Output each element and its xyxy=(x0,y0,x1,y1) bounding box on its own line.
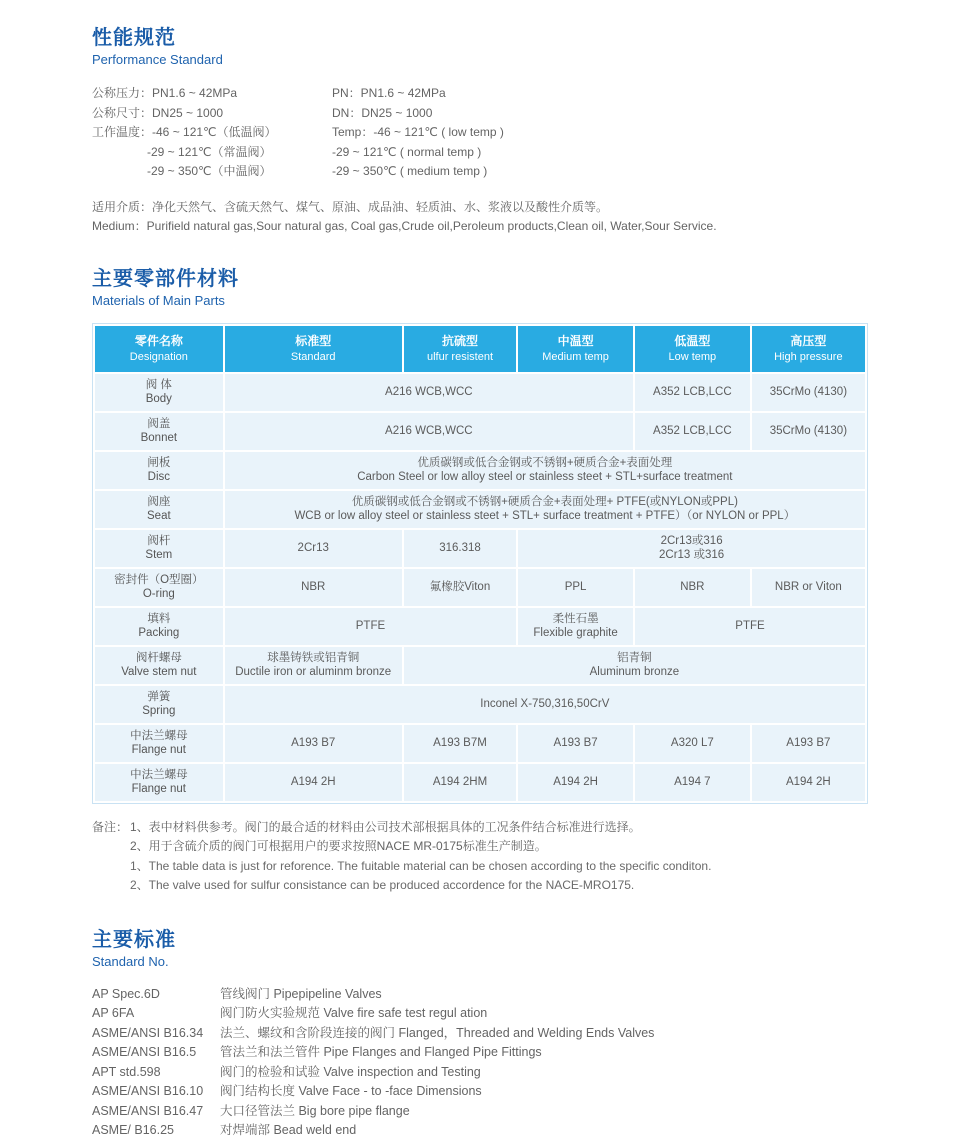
cell-line: Valve stem nut xyxy=(121,666,197,678)
cell-line: A193 B7 xyxy=(553,736,598,749)
standard-description: 阀门防火实验规范 Valve fire safe test regul ation xyxy=(220,1006,488,1020)
standard-code: APT std.598 xyxy=(92,1064,161,1079)
cell-line: Stem xyxy=(145,549,173,561)
cell-line: 弹簧 xyxy=(147,690,171,703)
standard-item xyxy=(92,985,868,1005)
part-name-cell xyxy=(95,764,223,801)
part-name-cell xyxy=(95,413,223,450)
materials-table-wrapper xyxy=(92,323,868,804)
cell-line: A193 B7 xyxy=(786,736,831,749)
table-row xyxy=(95,608,865,645)
spec-label: 公称压力： xyxy=(92,86,153,100)
standard-code: ASME/ANSI B16.10 xyxy=(92,1084,204,1098)
cell-line: A193 B7 xyxy=(291,736,336,749)
spec-line xyxy=(92,123,332,143)
cell-line: 316.318 xyxy=(439,541,481,554)
spec-line xyxy=(92,162,332,182)
material-cell xyxy=(404,764,516,801)
cell-line: Flange nut xyxy=(131,783,187,795)
spec-value: DN25 ~ 1000 xyxy=(361,105,433,120)
standard-description: 阀门的检验和试验 Valve inspection and Testing xyxy=(220,1064,481,1079)
medium-line-en: Medium：Purifield natural gas,Sour natural gas, Coal gas,Crude oil,Peroleum products,Clean oil, Water,Sour Service. xyxy=(92,219,717,233)
note-line xyxy=(92,818,868,838)
standard-item xyxy=(92,1024,868,1044)
note-label: 备注： xyxy=(92,819,129,834)
spec-value: -46 ~ 121℃ ( low temp ) xyxy=(373,125,504,139)
header-label-en: ulfur resistent xyxy=(426,350,493,363)
cell-line: A194 2HM xyxy=(432,775,488,788)
material-cell xyxy=(635,569,750,606)
standards-title-en: Standard No. xyxy=(92,953,169,969)
cell-line: 2Cr13 或316 xyxy=(659,549,725,561)
material-cell xyxy=(752,725,865,762)
cell-line: 阀座 xyxy=(147,495,171,508)
standard-code: ASME/ANSI B16.34 xyxy=(92,1025,204,1040)
spec-label: 工作温度： xyxy=(92,125,153,139)
cell-line: A352 LCB,LCC xyxy=(653,424,732,437)
spec-value: -29 ~ 121℃（常温阀） xyxy=(147,144,272,159)
standards-list xyxy=(92,985,868,1141)
part-name-cell xyxy=(95,491,223,528)
standard-item xyxy=(92,1063,868,1083)
section-performance-standard xyxy=(92,26,868,237)
spec-value: -29 ~ 350℃ ( medium temp ) xyxy=(332,164,488,178)
spec-label: 公称尺寸： xyxy=(92,105,153,120)
table-header-cell xyxy=(752,326,865,372)
header-label-en: Designation xyxy=(129,350,188,363)
cell-line: 阀杆 xyxy=(147,534,171,547)
material-cell xyxy=(225,413,633,450)
material-cell xyxy=(225,452,865,489)
header-label-zh: 零件名称 xyxy=(134,333,183,348)
spec-line xyxy=(332,104,868,124)
table-notes xyxy=(92,818,868,896)
header-label-en: Standard xyxy=(290,350,336,363)
material-cell xyxy=(404,569,516,606)
material-cell xyxy=(752,764,865,801)
table-header-cell xyxy=(225,326,402,372)
note-label xyxy=(92,837,130,857)
cell-line: 铝青铜 xyxy=(617,651,652,664)
table-header-cell xyxy=(404,326,516,372)
standard-item xyxy=(92,1004,868,1024)
cell-line: A216 WCB,WCC xyxy=(385,385,473,398)
part-name-cell xyxy=(95,647,223,684)
spec-value: -29 ~ 121℃ ( normal temp ) xyxy=(332,144,482,159)
table-row xyxy=(95,374,865,411)
cell-line: NBR xyxy=(301,580,326,593)
materials-title-zh: 主要零部件材料 xyxy=(92,267,239,290)
cell-line: 闸板 xyxy=(147,456,171,469)
cell-line: Seat xyxy=(147,510,171,522)
standard-description: 对焊端部 Bead weld end xyxy=(220,1123,357,1137)
note-text: 2、用于含硫介质的阀门可根据用户的要求按照NACE MR-0175标准生产制造。 xyxy=(130,839,547,853)
materials-table xyxy=(93,324,867,803)
material-cell xyxy=(518,608,633,645)
material-cell xyxy=(225,530,402,567)
standard-code: AP Spec.6D xyxy=(92,986,160,1001)
material-cell xyxy=(518,764,633,801)
spec-value: DN25 ~ 1000 xyxy=(152,105,224,120)
part-name-cell xyxy=(95,686,223,723)
specs-column-chinese xyxy=(92,84,332,182)
cell-line: 中法兰螺母 xyxy=(130,729,188,742)
cell-line: 中法兰螺母 xyxy=(130,768,188,781)
cell-line: PTFE xyxy=(355,619,386,632)
standard-description: 管法兰和法兰管件 Pipe Flanges and Flanged Pipe Fittings xyxy=(220,1045,542,1059)
performance-title-en: Performance Standard xyxy=(92,52,223,67)
note-text: 2、The valve used for sulfur consistance can be produced accordence for the NACE-MRO175. xyxy=(130,878,635,892)
spec-value: -46 ~ 121℃（低温阀） xyxy=(152,125,277,139)
standards-title-zh: 主要标准 xyxy=(92,928,176,951)
table-row xyxy=(95,725,865,762)
header-label-en: Medium temp xyxy=(542,350,609,363)
material-cell xyxy=(635,374,750,411)
section-standards xyxy=(92,928,868,1141)
cell-line: NBR or Viton xyxy=(774,580,842,593)
material-cell xyxy=(518,530,865,567)
header-label-zh: 标准型 xyxy=(295,333,332,348)
material-cell xyxy=(225,764,402,801)
table-header-cell xyxy=(518,326,633,372)
table-row xyxy=(95,530,865,567)
material-cell xyxy=(752,569,865,606)
standard-description: 法兰、螺纹和含阶段连接的阀门 Flanged，Threaded and Welding Ends Valves xyxy=(220,1025,655,1040)
standard-code: ASME/ B16.25 xyxy=(92,1123,174,1137)
material-cell xyxy=(404,725,516,762)
header-label-en: High pressure xyxy=(774,350,843,363)
standard-code: AP 6FA xyxy=(92,1006,135,1020)
cell-line: 阀 体 xyxy=(145,378,172,391)
standard-item xyxy=(92,1082,868,1102)
cell-line: Flange nut xyxy=(131,744,187,756)
material-cell xyxy=(225,686,865,723)
note-label xyxy=(92,876,130,896)
cell-line: A352 LCB,LCC xyxy=(653,385,732,398)
spec-value: PN1.6 ~ 42MPa xyxy=(152,86,238,100)
cell-line: 35CrMo (4130) xyxy=(769,424,848,437)
spec-value: -29 ~ 350℃（中温阀） xyxy=(147,164,272,178)
cell-line: NBR xyxy=(680,580,705,593)
performance-specs xyxy=(92,84,868,182)
table-header-row xyxy=(95,326,865,372)
spec-line xyxy=(92,104,332,124)
table-row xyxy=(95,452,865,489)
part-name-cell xyxy=(95,374,223,411)
header-label-zh: 中温型 xyxy=(557,333,594,348)
spec-label: Temp： xyxy=(332,125,374,139)
table-row xyxy=(95,569,865,606)
spec-line xyxy=(92,143,332,163)
part-name-cell xyxy=(95,608,223,645)
note-label xyxy=(92,857,130,877)
table-row xyxy=(95,764,865,801)
note-line xyxy=(92,837,868,857)
cell-line: Spring xyxy=(142,705,176,717)
material-cell xyxy=(635,764,750,801)
part-name-cell xyxy=(95,569,223,606)
header-label-en: Low temp xyxy=(668,350,717,363)
standard-code: ASME/ANSI B16.5 xyxy=(92,1045,197,1059)
section-materials xyxy=(92,267,868,896)
material-cell xyxy=(225,647,402,684)
cell-line: A194 2H xyxy=(785,775,831,788)
cell-line: 阀杆螺母 xyxy=(135,651,182,664)
standard-description: 大口径管法兰 Big bore pipe flange xyxy=(220,1103,410,1118)
spec-line xyxy=(92,84,332,104)
cell-line: 氟橡胶Viton xyxy=(429,580,491,593)
cell-line: Packing xyxy=(138,627,180,639)
cell-line: Flexible graphite xyxy=(533,627,618,639)
part-name-cell xyxy=(95,452,223,489)
cell-line: 填料 xyxy=(147,612,171,625)
standard-description: 阀门结构长度 Valve Face - to -face Dimensions xyxy=(220,1084,482,1098)
cell-line: 球墨铸铁或铝青铜 xyxy=(267,651,360,664)
material-cell xyxy=(225,491,865,528)
material-cell xyxy=(635,608,865,645)
cell-line: PPL xyxy=(564,580,587,593)
cell-line: 2Cr13 xyxy=(297,541,329,554)
part-name-cell xyxy=(95,725,223,762)
material-cell xyxy=(225,608,517,645)
spec-line xyxy=(332,162,868,182)
cell-line: A194 7 xyxy=(674,775,711,788)
cell-line: Aluminum bronze xyxy=(589,666,680,678)
note-line xyxy=(92,876,868,896)
cell-line: Disc xyxy=(147,471,171,483)
table-header-cell xyxy=(635,326,750,372)
standard-code: ASME/ANSI B16.47 xyxy=(92,1103,204,1118)
cell-line: Body xyxy=(145,393,172,405)
medium-block xyxy=(92,198,868,237)
cell-line: A194 2H xyxy=(553,775,598,788)
cell-line: O-ring xyxy=(142,588,175,600)
material-cell xyxy=(518,569,633,606)
note-text: 1、表中材料供参考。阀门的最合适的材料由公司技术部根据具体的工况条件结合标准进行选择。 xyxy=(130,819,641,834)
table-header-cell xyxy=(95,326,223,372)
specs-column-english xyxy=(332,84,868,182)
table-row xyxy=(95,686,865,723)
material-cell xyxy=(518,725,633,762)
cell-line: Carbon Steel or low alloy steel or stainless steet + STL+surface treatment xyxy=(357,471,733,483)
material-cell xyxy=(404,530,516,567)
material-cell xyxy=(635,725,750,762)
standard-description: 管线阀门 Pipepipeline Valves xyxy=(220,986,382,1001)
cell-line: 阀盖 xyxy=(147,417,171,430)
cell-line: A216 WCB,WCC xyxy=(385,424,473,437)
spec-label: DN： xyxy=(332,105,362,120)
cell-line: Bonnet xyxy=(140,432,178,444)
material-cell xyxy=(225,569,402,606)
standard-item xyxy=(92,1121,868,1141)
cell-line: 35CrMo (4130) xyxy=(769,385,848,398)
table-row xyxy=(95,491,865,528)
materials-title-en: Materials of Main Parts xyxy=(92,292,225,308)
material-cell xyxy=(635,413,750,450)
header-label-zh: 高压型 xyxy=(790,333,827,348)
material-cell xyxy=(225,374,633,411)
material-cell xyxy=(752,374,865,411)
cell-line: WCB or low alloy steel or stainless steet + STL+ surface treatment + PTFE）（or NYLON or PPL） xyxy=(294,510,796,522)
header-label-zh: 抗硫型 xyxy=(441,333,478,348)
spec-line xyxy=(332,84,868,104)
part-name-cell xyxy=(95,530,223,567)
medium-line-zh: 适用介质：净化天然气、含硫天然气、煤气、原油、成品油、轻质油、水、浆液以及酸性介质等。 xyxy=(92,199,609,214)
spec-line xyxy=(332,123,868,143)
cell-line: A320 L7 xyxy=(670,736,714,749)
cell-line: 优质碳钢或低合金钢或不锈钢+硬质合金+表面处理+ PTFE(或NYLON或PPL) xyxy=(351,495,738,508)
cell-line: Ductile iron or aluminm bronze xyxy=(235,666,392,678)
spec-label: PN： xyxy=(332,86,361,100)
header-label-zh: 低温型 xyxy=(674,333,711,348)
performance-title-zh: 性能规范 xyxy=(92,27,176,49)
note-text: 1、The table data is just for reforence. The fuitable material can be chosen according to the specific conditon. xyxy=(130,858,712,873)
cell-line: 2Cr13或316 xyxy=(660,534,723,547)
cell-line: A194 2H xyxy=(290,775,336,788)
cell-line: A193 B7M xyxy=(433,736,487,749)
cell-line: Inconel X-750,316,50CrV xyxy=(480,697,610,710)
material-cell xyxy=(404,647,865,684)
cell-line: 密封件（O型圈） xyxy=(114,573,204,586)
spec-value: PN1.6 ~ 42MPa xyxy=(360,86,446,100)
spec-line xyxy=(332,143,868,163)
cell-line: PTFE xyxy=(735,619,765,632)
material-cell xyxy=(225,725,402,762)
standard-item xyxy=(92,1102,868,1122)
note-line xyxy=(92,857,868,877)
cell-line: 优质碳钢或低合金钢或不锈钢+硬质合金+表面处理 xyxy=(417,456,673,469)
standard-item xyxy=(92,1043,868,1063)
table-row xyxy=(95,647,865,684)
table-row xyxy=(95,413,865,450)
cell-line: 柔性石墨 xyxy=(552,612,599,625)
material-cell xyxy=(752,413,865,450)
